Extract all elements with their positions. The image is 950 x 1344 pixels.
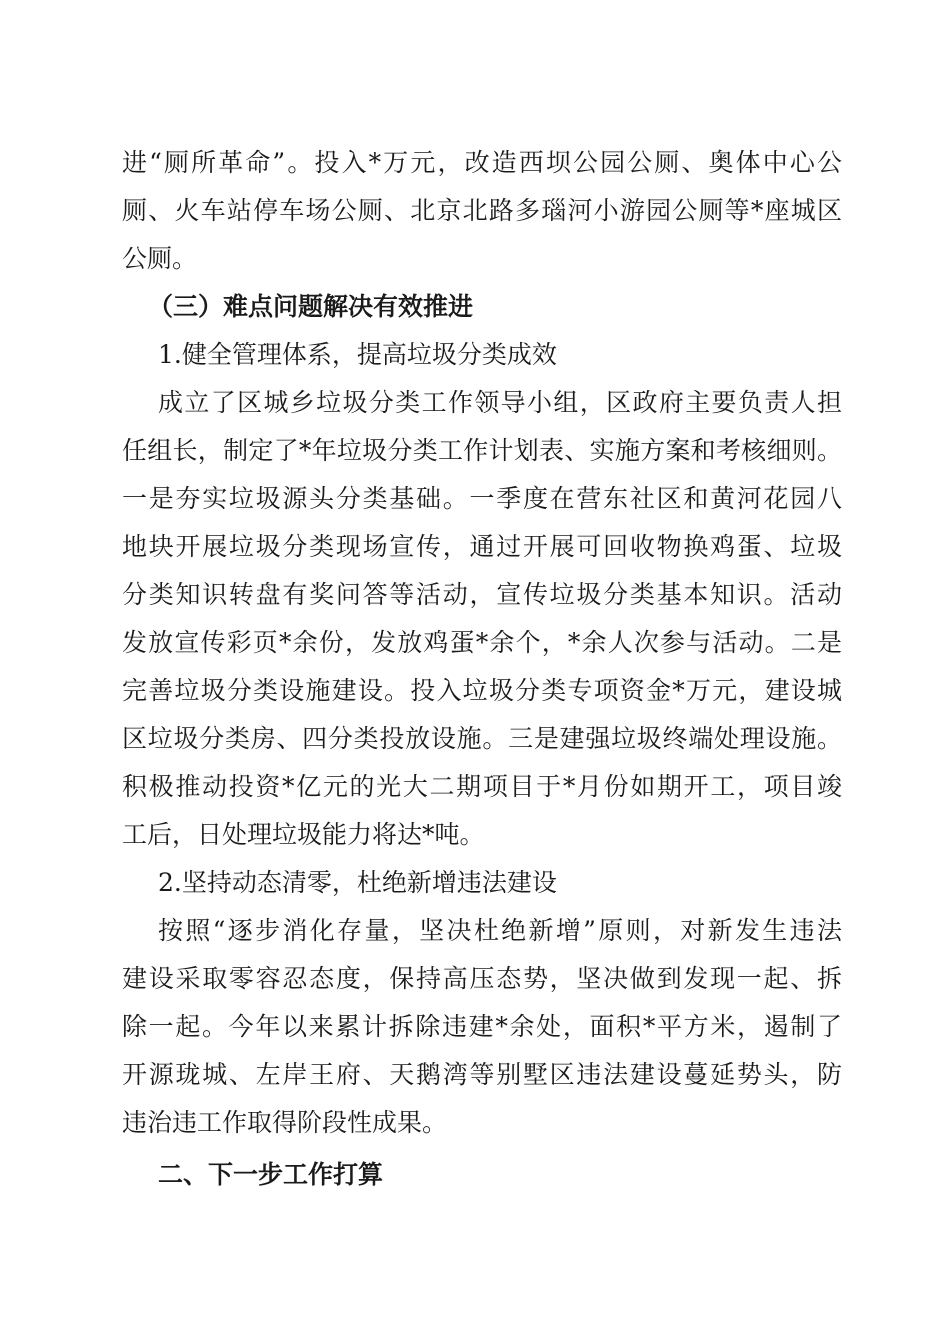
item-title: 2.坚持动态清零，杜绝新增违法建设	[158, 868, 557, 897]
paragraph-line: 按照“逐步消化存量，坚决杜绝新增”原则，对新发生违法	[158, 916, 842, 945]
paragraph-line: 一是夯实垃圾源头分类基础。一季度在营东社区和黄河花园八	[122, 484, 842, 513]
paragraph-line: 公厕。	[122, 244, 198, 273]
paragraph-line: 厕、火车站停车场公厕、北京北路多瑙河小游园公厕等*座城区	[122, 196, 842, 225]
section-heading: 二、下一步工作打算	[158, 1160, 384, 1189]
paragraph-line: 违治违工作取得阶段性成果。	[122, 1108, 448, 1137]
paragraph-line: 建设采取零容忍态度，保持高压态势，坚决做到发现一起、拆	[122, 964, 842, 993]
paragraph-line: 成立了区城乡垃圾分类工作领导小组，区政府主要负责人担	[158, 388, 842, 417]
paragraph-line: 积极推动投资*亿元的光大二期项目于*月份如期开工，项目竣	[122, 772, 842, 801]
paragraph-line: 完善垃圾分类设施建设。投入垃圾分类专项资金*万元，建设城	[122, 676, 842, 705]
paragraph-line: 发放宣传彩页*余份，发放鸡蛋*余个，*余人次参与活动。二是	[122, 628, 842, 657]
paragraph-line: 任组长，制定了*年垃圾分类工作计划表、实施方案和考核细则。	[122, 436, 842, 465]
paragraph-line: 区垃圾分类房、四分类投放设施。三是建强垃圾终端处理设施。	[122, 724, 842, 753]
paragraph-line: 开源珑城、左岸王府、天鹅湾等别墅区违法建设蔓延势头，防	[122, 1060, 842, 1089]
paragraph-line: 地块开展垃圾分类现场宣传，通过开展可回收物换鸡蛋、垃圾	[122, 532, 842, 561]
paragraph-line: 工后，日处理垃圾能力将达*吨。	[122, 820, 485, 849]
subsection-title: （三）难点问题解决有效推进	[148, 292, 474, 321]
paragraph-line: 进“厕所革命”。投入*万元，改造西坝公园公厕、奥体中心公	[122, 148, 842, 177]
paragraph-line: 分类知识转盘有奖问答等活动，宣传垃圾分类基本知识。活动	[122, 580, 842, 609]
item-title: 1.健全管理体系，提高垃圾分类成效	[158, 340, 557, 369]
paragraph-line: 除一起。今年以来累计拆除违建*余处，面积*平方米，遏制了	[122, 1012, 842, 1041]
